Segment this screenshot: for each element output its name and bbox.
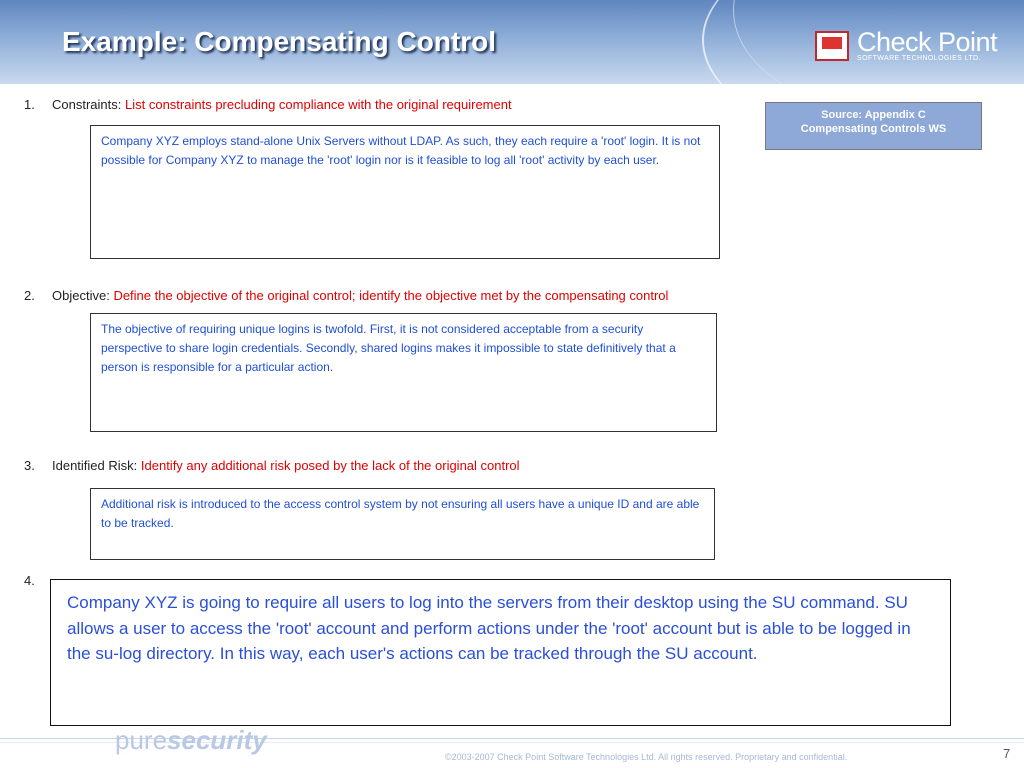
item-label: Objective: [52, 288, 110, 303]
source-line-1: Source: Appendix C [821, 109, 926, 121]
item-response: Company XYZ is going to require all users to log into the servers from their desktop using the SU command. SU allows a user to access the 'root' account and perform actions under the 'root' account but is able to be logged in the su-log directory. In this way, each user's actions can be tracked through the SU account. [67, 593, 911, 663]
item-number: 2. [24, 288, 35, 303]
item-requirement: Identify any additional risk posed by the lack of the original control [140, 458, 520, 473]
item-3-heading [24, 458, 520, 473]
item-4-response-box [50, 579, 951, 726]
brand-bold: security [167, 725, 267, 755]
item-number: 4. [24, 573, 35, 588]
logo-tagline: SOFTWARE TECHNOLOGIES LTD. [857, 55, 981, 62]
item-1-heading [24, 97, 512, 112]
footer-brand [115, 725, 267, 756]
item-requirement: List constraints precluding compliance with the original requirement [125, 97, 512, 112]
source-line-2: Compensating Controls WS [800, 123, 947, 135]
item-requirement: Define the objective of the original control; identify the objective met by the compensating control [113, 288, 669, 303]
page-number: 7 [1003, 746, 1011, 761]
item-1-response-box [90, 125, 720, 259]
item-response: Company XYZ employs stand-alone Unix Servers without LDAP. As such, they each require a 'root' login. It is not possible for Company XYZ to manage the 'root' login nor is it feasible to log all 'root' activity by each user. [101, 134, 701, 167]
item-2-response-box [90, 313, 717, 432]
item-number: 1. [24, 97, 35, 112]
item-response: The objective of requiring unique logins is twofold. First, it is not considered acceptable from a security perspective to share login credentials. Secondly, shared logins makes it impossible to state definitively that a person is responsible for a particular action. [101, 322, 676, 374]
logo-mark-icon [815, 31, 849, 61]
item-label: Constraints: [52, 97, 122, 112]
slide-header [0, 0, 1024, 84]
item-response: Additional risk is introduced to the access control system by not ensuring all users have a unique ID and are able to be tracked. [101, 497, 700, 530]
item-4-heading [24, 573, 52, 588]
source-note [765, 102, 982, 150]
brand-light: pure [115, 725, 168, 755]
item-label: Identified Risk: [52, 458, 138, 473]
item-number: 3. [24, 458, 35, 473]
item-2-heading [24, 288, 668, 303]
item-3-response-box [90, 488, 715, 560]
logo-name: Check Point [857, 27, 998, 57]
copyright-notice: ©2003-2007 Check Point Software Technologies Ltd. All rights reserved. Proprietary and confidential. [445, 752, 848, 762]
slide-title: Example: Compensating Control [62, 26, 497, 57]
